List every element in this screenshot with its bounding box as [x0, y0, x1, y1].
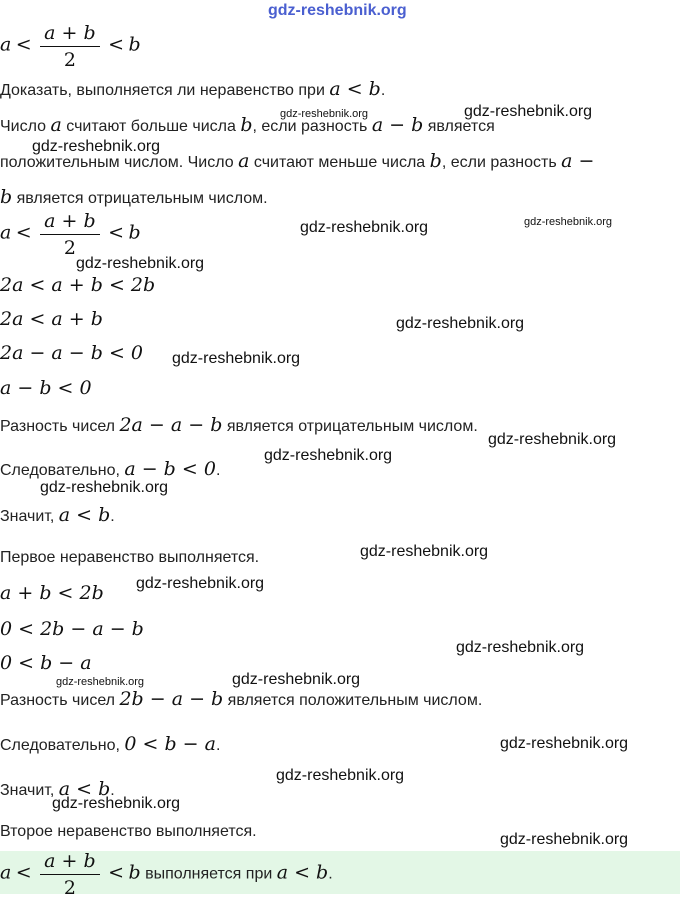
watermark: gdz-reshebnik.org	[500, 831, 629, 848]
watermark: gdz-reshebnik.org	[232, 671, 361, 688]
math-b: b	[128, 33, 141, 56]
step-4: a − b < 0	[0, 377, 92, 399]
watermark: gdz-reshebnik.org	[172, 350, 301, 367]
fraction: $\frac{a + b}{2}$	[40, 208, 100, 261]
watermark: gdz-reshebnik.org	[40, 479, 169, 496]
problem-inequality	[0, 20, 141, 73]
definition-line-1: Число a считают больше числа b, если разность a − b является	[0, 114, 495, 136]
watermark: gdz-reshebnik.org	[264, 447, 393, 464]
step-6: 0 < 2b − a − b	[0, 618, 144, 640]
difference-negative: Разность чисел 2a − a − b является отрицательным числом.	[0, 414, 478, 436]
hence-line-2: Следовательно, 0 < b − a.	[0, 733, 221, 755]
watermark: gdz-reshebnik.org	[456, 639, 585, 656]
difference-positive: Разность чисел 2b − a − b является положительным числом.	[0, 688, 483, 710]
watermark: gdz-reshebnik.org	[500, 735, 629, 752]
watermark: gdz-reshebnik.org	[488, 431, 617, 448]
watermark: gdz-reshebnik.org	[136, 575, 265, 592]
task-line: Доказать, выполняется ли неравенство при a < b.	[0, 78, 386, 100]
definition-line-3: b является отрицательным числом.	[0, 186, 268, 208]
fraction	[40, 20, 100, 73]
answer-line: a < $\frac{a + b}{2}$ < b выполняется при a < b.	[0, 850, 333, 899]
watermark: gdz-reshebnik.org	[396, 315, 525, 332]
fraction-denominator: 2	[63, 49, 76, 71]
hence-line-1: Следовательно, a − b < 0.	[0, 458, 221, 480]
math-a: a	[0, 33, 12, 56]
watermark: gdz-reshebnik.org	[464, 103, 593, 120]
watermark: gdz-reshebnik.org	[32, 138, 161, 155]
watermark: gdz-reshebnik.org	[56, 676, 145, 688]
step-1: 2a < a + b < 2b	[0, 274, 156, 296]
watermark: gdz-reshebnik.org	[76, 255, 205, 272]
inequality-fraction: a < $\frac{a + b}{2}$ < b	[0, 210, 141, 259]
step-7: 0 < b − a	[0, 652, 92, 674]
watermark: gdz-reshebnik.org	[524, 216, 613, 228]
means-line-2: Значит, a < b.	[0, 778, 115, 800]
definition-line-2: положительным числом. Число a считают меньше числа b, если разность a −	[0, 150, 595, 172]
watermark: gdz-reshebnik.org	[300, 219, 429, 236]
math-op: <	[15, 33, 32, 56]
watermark: gdz-reshebnik.org	[52, 795, 181, 812]
math-op: <	[108, 33, 125, 56]
watermark: gdz-reshebnik.org	[360, 543, 489, 560]
step-5: a + b < 2b	[0, 582, 104, 604]
watermark: gdz-reshebnik.org	[280, 108, 369, 120]
watermark-top: gdz-reshebnik.org	[268, 2, 407, 19]
step-3: 2a − a − b < 0	[0, 342, 143, 364]
watermark: gdz-reshebnik.org	[276, 767, 405, 784]
second-inequality-holds: Второе неравенство выполняется.	[0, 823, 257, 840]
fraction: $\frac{a + b}{2}$	[40, 848, 100, 901]
step-2: 2a < a + b	[0, 308, 103, 330]
first-inequality-holds: Первое неравенство выполняется.	[0, 549, 260, 566]
means-line-1: Значит, a < b.	[0, 504, 115, 526]
fraction-numerator: a + b	[40, 20, 100, 47]
